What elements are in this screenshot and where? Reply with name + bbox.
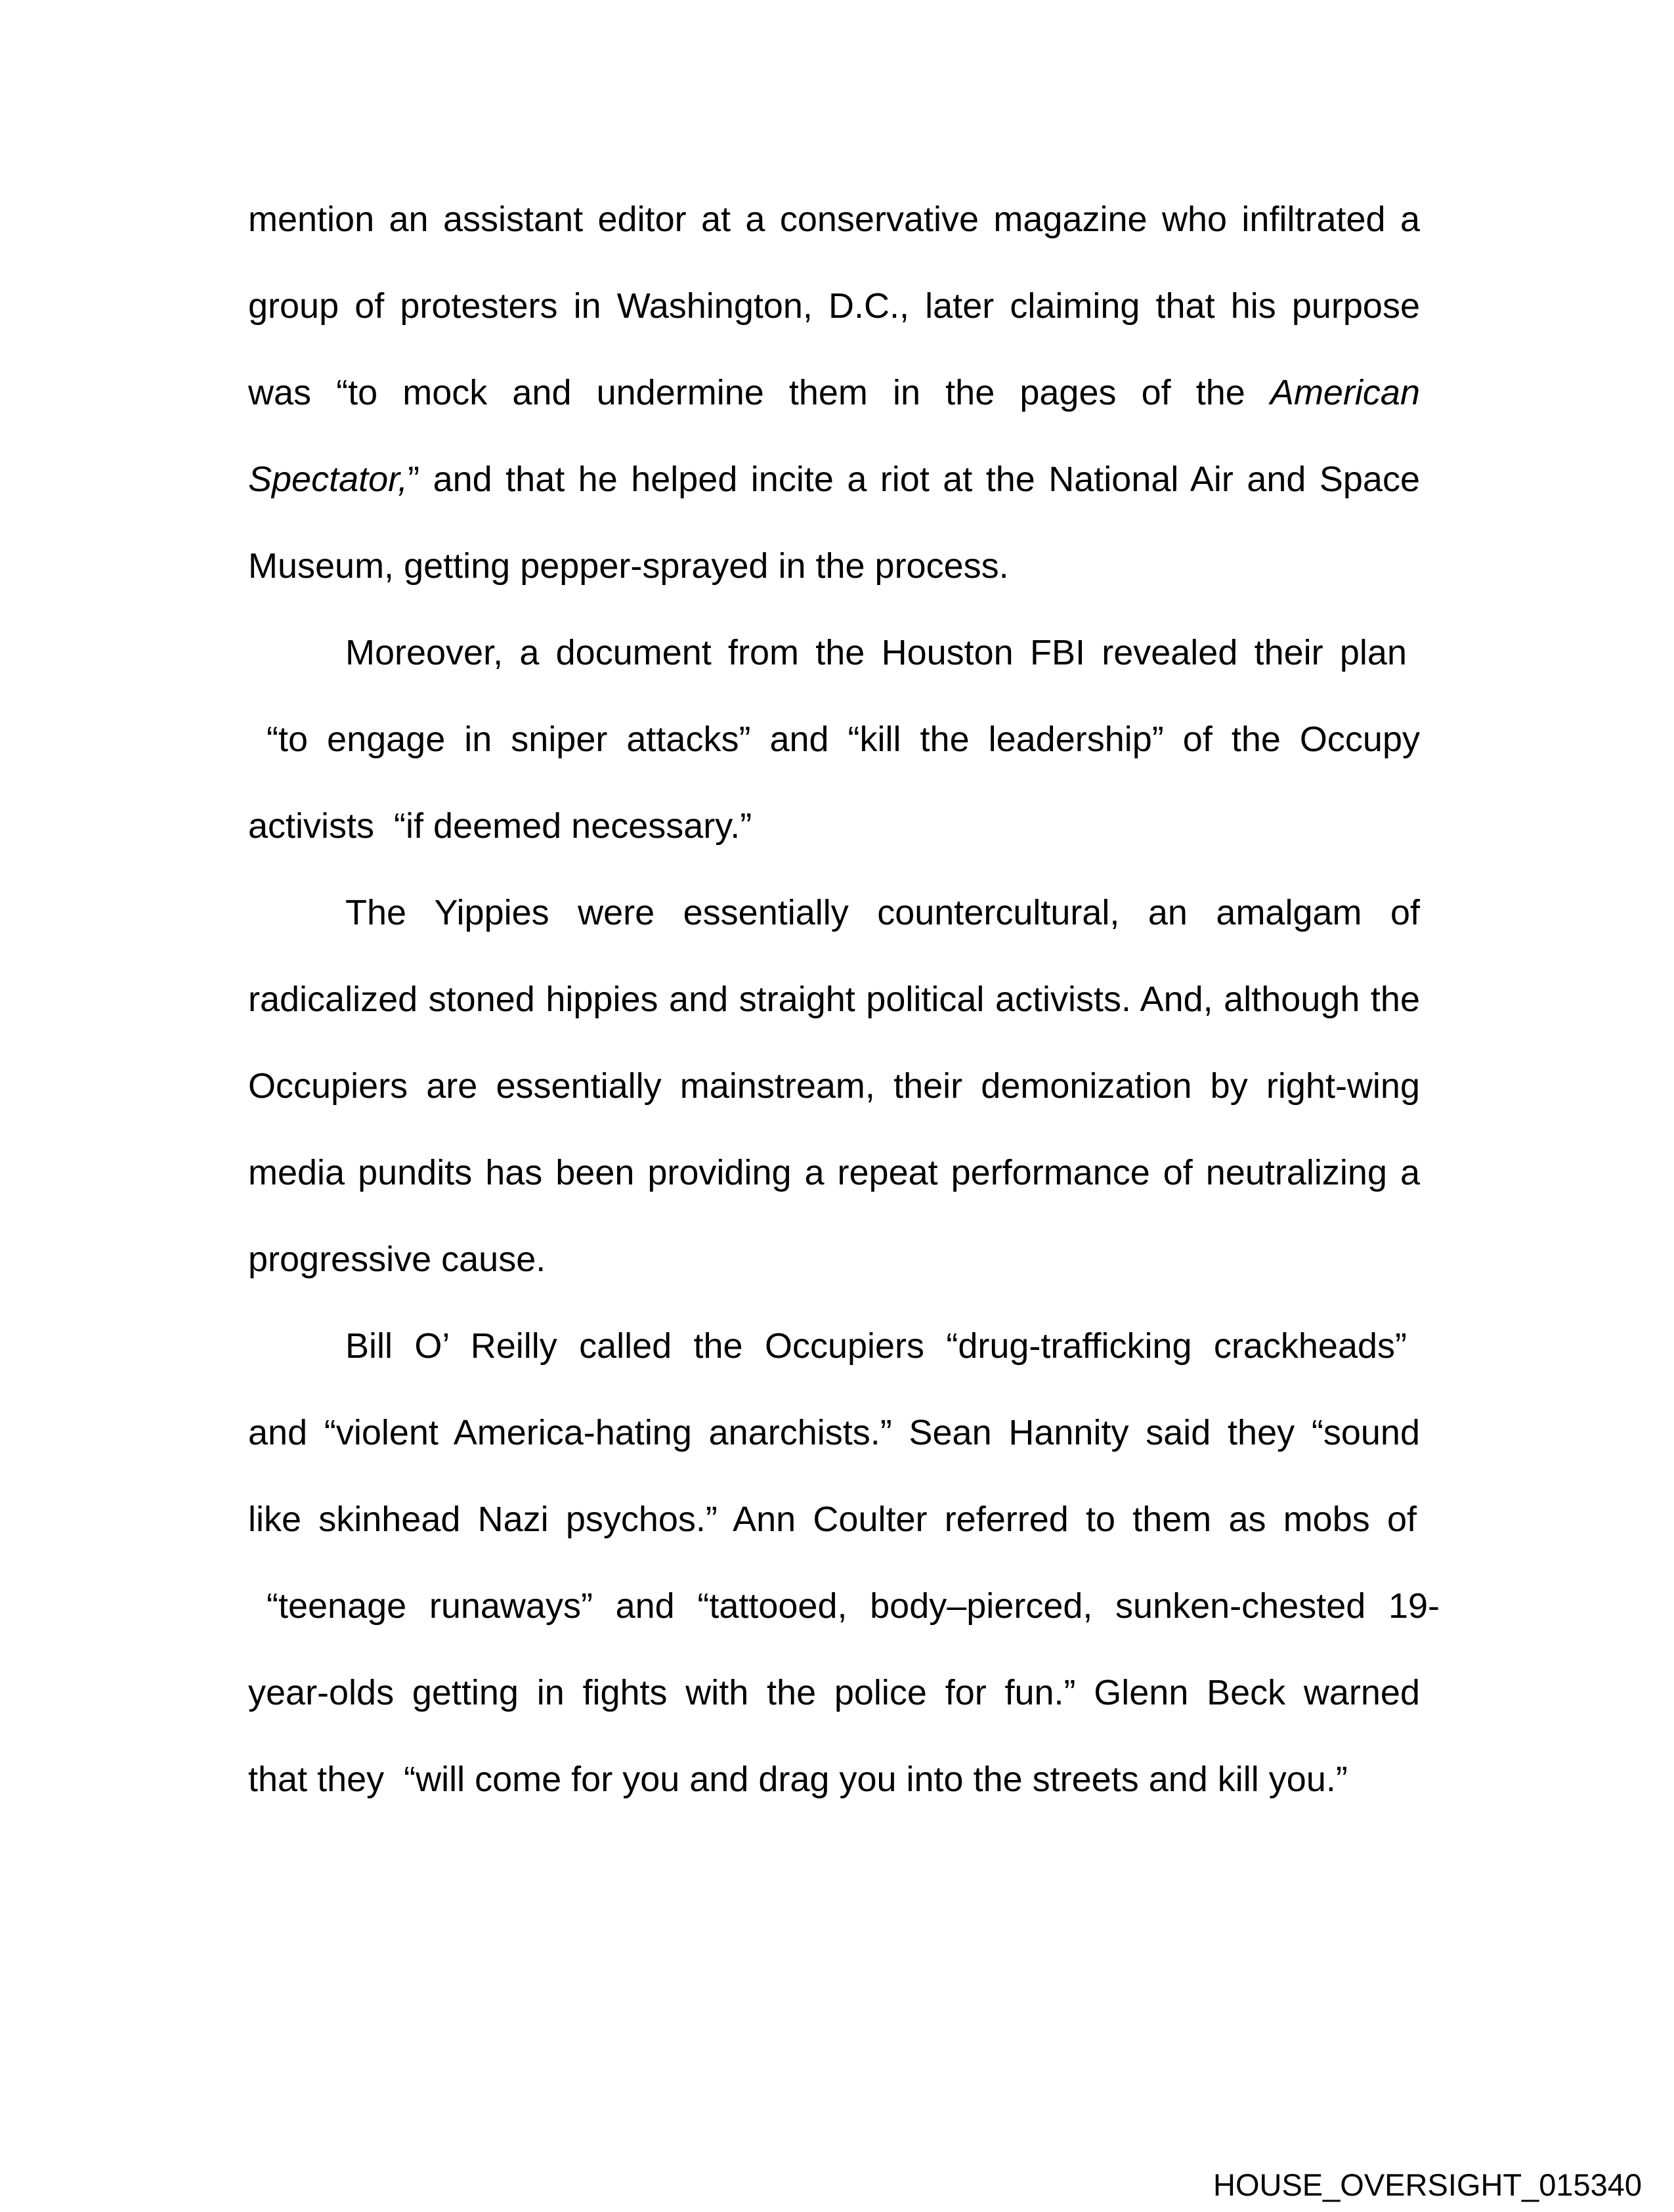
italic-title-segment: Spectator,	[248, 460, 408, 499]
text-segment: group of protesters in Washington, D.C., later claiming that his purpose	[248, 286, 1420, 326]
text-segment: The Yippies were essentially countercultural, an amalgam of	[345, 893, 1420, 932]
text-line	[248, 263, 1420, 349]
text-segment: Moreover, a document from the Houston FBI revealed their plan	[345, 633, 1407, 672]
text-line	[248, 1563, 1440, 1649]
text-segment: Occupiers are essentially mainstream, their demonization by right-wing	[248, 1066, 1420, 1106]
text-segment: and “violent America-hating anarchists.” Sean Hannity said they “sound	[248, 1413, 1420, 1452]
italic-title-segment: American	[1270, 373, 1420, 412]
text-line	[248, 869, 1420, 956]
text-segment: Bill O’ Reilly called the Occupiers “drug-trafficking crackheads”	[345, 1326, 1407, 1366]
text-line	[248, 609, 1407, 696]
text-line	[248, 1129, 1420, 1216]
text-segment: activists “if deemed necessary.”	[248, 806, 752, 846]
text-line	[248, 1736, 1420, 1823]
text-segment: Museum, getting pepper-sprayed in the process.	[248, 546, 1009, 586]
text-line	[248, 696, 1420, 783]
text-line	[248, 1389, 1420, 1476]
text-segment: “to engage in sniper attacks” and “kill the leadership” of the Occupy	[267, 720, 1420, 759]
text-line	[248, 523, 1420, 609]
text-segment: “teenage runaways” and “tattooed, body–pierced, sunken-chested 19-	[267, 1586, 1440, 1626]
text-segment: ” and that he helped incite a riot at the National Air and Space	[408, 460, 1420, 499]
body-text	[248, 176, 1440, 1823]
text-line	[248, 956, 1420, 1043]
text-line	[248, 1043, 1420, 1129]
text-segment: year-olds getting in fights with the police for fun.” Glenn Beck warned	[248, 1673, 1420, 1712]
text-line	[248, 1303, 1407, 1389]
text-line	[248, 1476, 1417, 1563]
text-segment: like skinhead Nazi psychos.” Ann Coulter referred to them as mobs of	[248, 1500, 1417, 1539]
text-line	[248, 783, 1420, 869]
text-line	[248, 1649, 1420, 1736]
text-segment: that they “will come for you and drag you into the streets and kill you.”	[248, 1760, 1348, 1799]
text-segment: media pundits has been providing a repeat performance of neutralizing a	[248, 1153, 1420, 1192]
text-line	[248, 349, 1420, 436]
text-segment: mention an assistant editor at a conservative magazine who infiltrated a	[248, 200, 1420, 239]
text-line	[248, 436, 1420, 523]
text-segment: progressive cause.	[248, 1240, 546, 1279]
text-line	[248, 176, 1420, 263]
text-segment: radicalized stoned hippies and straight political activists. And, although the	[248, 980, 1420, 1019]
text-line	[248, 1216, 1420, 1303]
bates-number-footer: HOUSE_OVERSIGHT_015340	[1213, 2167, 1642, 2202]
text-segment: was “to mock and undermine them in the pages of the	[248, 373, 1270, 412]
